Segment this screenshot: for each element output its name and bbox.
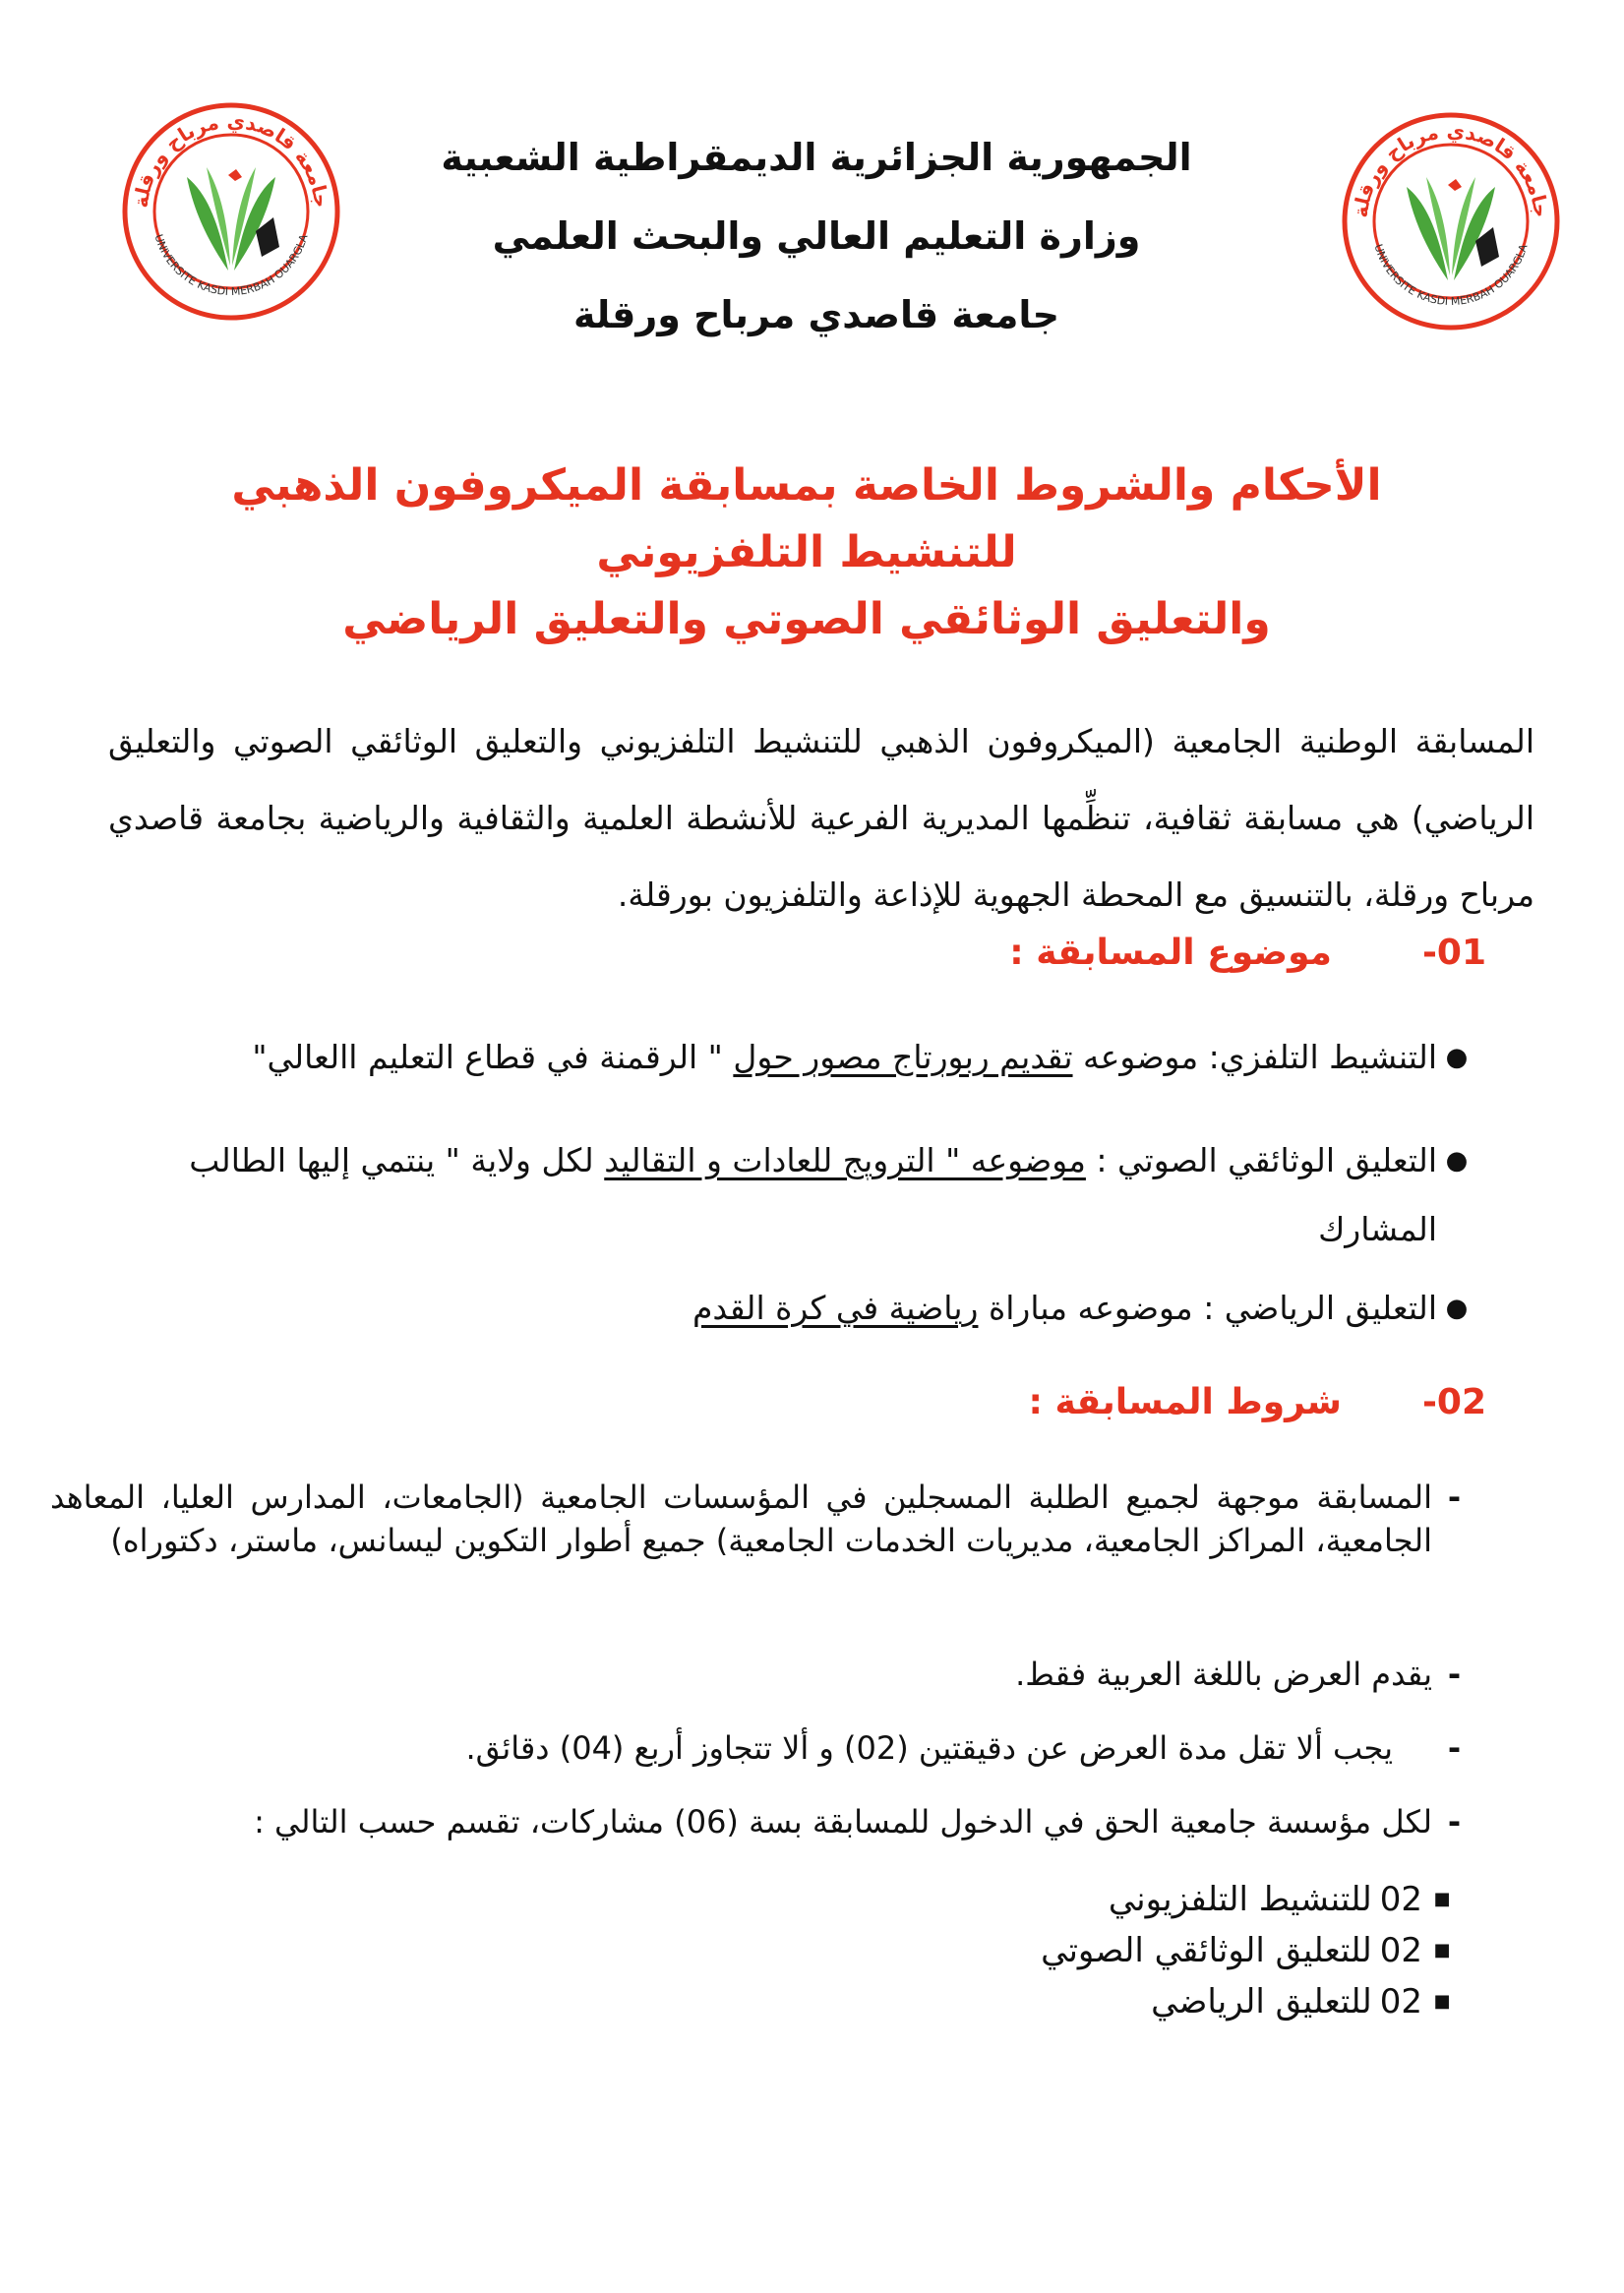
bullet-dot-icon: ● [1445, 1294, 1469, 1323]
square-bullet-icon: ■ [1433, 1940, 1451, 1961]
participant-count: 02 [1379, 1931, 1422, 1970]
university-seal-right-icon [1338, 108, 1564, 334]
intro-paragraph: المسابقة الوطنية الجامعية (الميكروفون الذهبي للتنشيط التلفزيوني والتعليق الوثائقي الصوتي والتعليق الرياضي) هي مسابقة ثقافية، تنظِّمها المديرية الفرعية للأنشطة العلمية والثقافية والرياضية بجامعة قاصدي مرباح ورقلة، بالتنسيق مع المحطة الجهوية للإذاعة والتلفزيون بورقلة. [108, 722, 1534, 914]
seal-ring-text-bottom: UNIVERSITE KASDI MERBAH OUARGLA [151, 232, 311, 299]
seal-ring-text-bottom-right: UNIVERSITE KASDI MERBAH OUARGLA [1371, 242, 1531, 309]
document-title [148, 453, 1466, 653]
item-tail: لكل ولاية " ينتمي إليها الطالب المشارك [189, 1141, 1437, 1248]
participant-count: 02 [1379, 1982, 1422, 2021]
condition-text: المسابقة موجهة لجميع الطلبة المسجلين في المؤسسات الجامعية (الجامعات، المدارس العليا، المعاهد الجامعية، المراكز الجامعية، مديريات الخدمات الجامعية) جميع أطوار التكوين ليسانس، ماستر، دكتوراه) [50, 1478, 1432, 1559]
list-item [50, 1476, 1476, 1562]
item-lead: التنشيط التلفزي: موضوعه [1072, 1038, 1437, 1076]
list-item [1109, 1874, 1462, 1925]
participant-count: 02 [1379, 1880, 1422, 1919]
section-number: -02 [1421, 1382, 1486, 1422]
section-label: موضوع المسابقة : [1009, 933, 1332, 973]
university-seal-left-icon [118, 98, 344, 325]
svg-text:جامعة قاصدي مرباح ورقلة [129, 109, 333, 210]
list-item [1151, 1976, 1462, 2027]
item-lead: التعليق الوثائقي الصوتي : [1085, 1141, 1437, 1179]
condition-text: لكل مؤسسة جامعية الحق في الدخول للمسابقة بسة (06) مشاركات، تقسم حسب التالي : [254, 1803, 1432, 1840]
seal-ring-text-top-right: جامعة قاصدي مرباح ورقلة [1348, 118, 1554, 219]
section-heading-conditions [1029, 1382, 1486, 1422]
item-underlined: تقديم ربورتاج مصور حول [733, 1038, 1073, 1076]
svg-text:جامعة قاصدي مرباح ورقلة [1349, 119, 1553, 219]
condition-text: يجب ألا تقل مدة العرض عن دقيقتين (02) و ألا تتجاوز أربع (04) دقائق. [465, 1729, 1393, 1767]
list-item [90, 1274, 1476, 1343]
svg-text:UNIVERSITE KASDI MERBAH OUARGL [1371, 242, 1530, 308]
square-bullet-icon: ■ [1433, 1889, 1451, 1909]
svg-text:UNIVERSITE KASDI MERBAH OUARGL [151, 232, 310, 298]
seal-ring-text-top: جامعة قاصدي مرباح ورقلة [128, 108, 334, 210]
dash-marker-icon: - [1447, 1803, 1462, 1840]
list-item [1041, 1925, 1462, 1976]
list-item [50, 1726, 1476, 1770]
letterhead [325, 118, 1308, 354]
bullet-dot-icon: ● [1445, 1043, 1469, 1072]
title-line-2: والتعليق الوثائقي الصوتي والتعليق الرياضي [342, 594, 1271, 644]
square-bullet-icon: ■ [1433, 1991, 1451, 2012]
participant-category: للتعليق الوثائقي الصوتي [1041, 1931, 1372, 1970]
participant-category: للتعليق الرياضي [1151, 1982, 1372, 2021]
condition-text: يقدم العرض باللغة العربية فقط. [1015, 1656, 1432, 1693]
header-university: جامعة قاصدي مرباح ورقلة [572, 293, 1060, 336]
section-label: شروط المسابقة : [1028, 1382, 1342, 1422]
list-item [90, 1126, 1476, 1264]
bullet-dot-icon: ● [1445, 1146, 1469, 1176]
dash-marker-icon: - [1447, 1729, 1462, 1767]
dash-marker-icon: - [1447, 1478, 1462, 1516]
title-line-1: الأحكام والشروط الخاصة بمسابقة الميكروفون الذهبي للتنشيط التلفزيوني [231, 460, 1382, 577]
item-tail: " الرقمنة في قطاع التعليم االعالي" [252, 1038, 734, 1076]
item-underlined: رياضية في كرة القدم [692, 1289, 979, 1327]
list-item [90, 1023, 1476, 1092]
section-number: -01 [1421, 933, 1486, 973]
item-underlined: موضوعه " الترويج للعادات و التقاليد [604, 1141, 1086, 1179]
participant-category: للتنشيط التلفزيوني [1108, 1880, 1372, 1919]
list-item [50, 1800, 1476, 1843]
list-item [50, 1653, 1476, 1696]
header-republic: الجمهورية الجزائرية الديمقراطية الشعبية [441, 136, 1192, 179]
header-ministry: وزارة التعليم العالي والبحث العلمي [492, 214, 1141, 258]
section-heading-subject [1009, 933, 1486, 973]
dash-marker-icon: - [1447, 1656, 1462, 1693]
item-lead: التعليق الرياضي : موضوعه مباراة [978, 1289, 1437, 1327]
